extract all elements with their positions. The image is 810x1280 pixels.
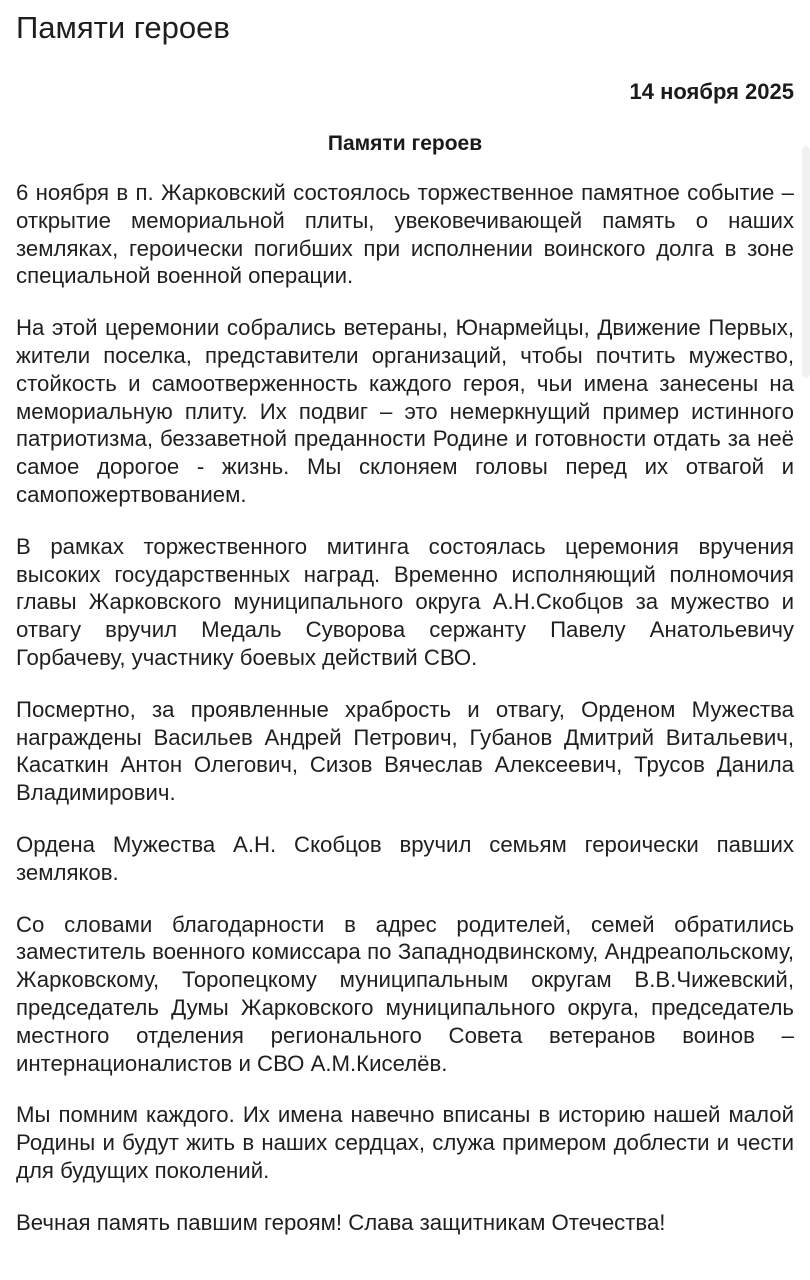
article-paragraph: Посмертно, за проявленные храбрость и отвагу, Орденом Мужества награждены Васильев Андрей Петрович, Губанов Дмитрий Витальевич, Касаткин Антон Олегович, Сизов Вячеслав Алексеевич, Трусов Данила Владимирович. — [16, 696, 794, 806]
scrollbar[interactable] — [802, 146, 810, 378]
article-date: 14 ноября 2025 — [629, 79, 794, 104]
article-paragraph: В рамках торжественного митинга состоялась церемония вручения высоких государственных наград. Временно исполняющий полномочия главы Жарковского муниципального округа А.Н.Скобцов за мужество и отвагу вручил Медаль Суворова сержанту Павелу Анатольевичу Горбачеву, участнику боевых действий СВО. — [16, 533, 794, 670]
page-title: Памяти героев — [16, 10, 230, 45]
article-paragraph: 6 ноября в п. Жарковский состоялось торжественное памятное событие – открытие мемориальной плиты, увековечивающей память о наших земляках, героически погибших при исполнении воинского долга в зоне специальной военной операции. — [16, 180, 794, 289]
article-heading: Памяти героев — [327, 132, 483, 155]
article-paragraph: На этой церемонии собрались ветераны, Юнармейцы, Движение Первых, жители поселка, представители организаций, чтобы почтить мужество, стойкость и самоотверженность каждого героя, чьи имена занесены на мемориальную плиту. Их подвиг – это немеркнущий пример истинного патриотизма, беззаветной преданности Родине и готовности отдать за неё самое дорогое - жизнь. Мы склоняем головы перед их отвагой и самопожертвованием. — [16, 315, 794, 507]
article — [16, 74, 794, 1237]
article-paragraph: Ордена Мужества А.Н. Скобцов вручил семьям героически павших земляков. — [16, 831, 794, 885]
article-paragraph: Со словами благодарности в адрес родителей, семей обратились заместитель военного комиссара по Западнодвинскому, Андреапольскому, Жарковскому, Торопецкому муниципальным округам В.В.Чижевский, председатель Думы Жарковского муниципального округа, председатель местного отделения регионального Совета ветеранов воинов – интернационалистов и СВО А.М.Киселёв. — [16, 911, 794, 1076]
article-paragraph: Мы помним каждого. Их имена навечно вписаны в историю нашей малой Родины и будут жить в наших сердцах, служа примером доблести и чести для будущих поколений. — [16, 1102, 794, 1183]
article-closing-line: Вечная память павшим героям! Слава защитникам Отечества! — [16, 1209, 666, 1235]
